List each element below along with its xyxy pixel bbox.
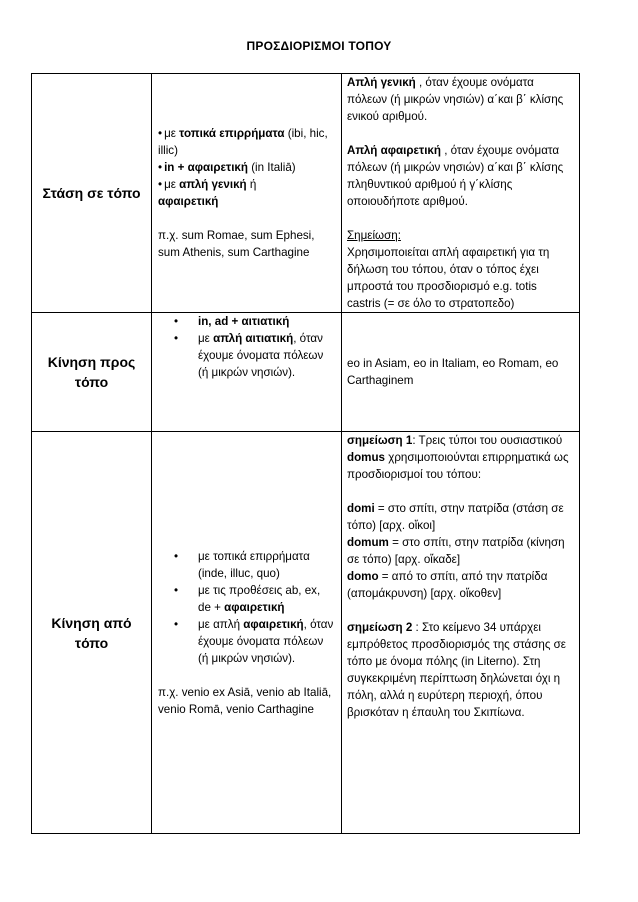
rules-list xyxy=(158,313,335,381)
example-text: eo in Asiam, eo in Italiam, eo Romam, eo Carthaginem xyxy=(347,357,559,387)
list-item: • in, ad + αιτιατική xyxy=(198,313,335,330)
row-header-apo: Κίνηση από τόπο xyxy=(32,432,152,834)
rules-list xyxy=(158,548,335,667)
notes-cell-apo xyxy=(342,432,580,834)
note-paragraph: Χρησιμοποιείται απλή αφαιρετική για τη δήλωση του τόπου, όταν ο τόπος έχει μπροστά του προσδιορισμό e.g. totis castris (= σε όλο το στρατοπεδο) xyxy=(347,246,550,310)
note-paragraph: Απλή γενική , όταν έχουμε ονόματα πόλεων (ή μικρών νησιών) α΄και β΄ κλίσης ενικού αριθμού. xyxy=(347,76,564,123)
examples-cell-pros xyxy=(342,313,580,432)
list-item: • με τοπικά επιρρήματα (ibi, hic, illic) xyxy=(158,125,335,159)
table-row xyxy=(32,74,580,313)
list-item: • με τοπικά επιρρήματα (inde, illuc, quo) xyxy=(198,548,335,582)
row-header-pros: Κίνηση προς τόπο xyxy=(32,313,152,432)
locations-table xyxy=(31,73,580,834)
list-item: • με απλή αιτιατική, όταν έχουμε όνοματα πόλεων (ή μικρών νησιών). xyxy=(198,330,335,381)
list-item: • με απλή αφαιρετική, όταν έχουμε όνοματα πόλεων (ή μικρών νησιών). xyxy=(198,616,335,667)
rules-cell-pros xyxy=(152,313,342,432)
note-paragraph: domum = στο σπίτι, στην πατρίδα (κίνηση σε τόπο) [αρχ. οἴκαδε] xyxy=(347,536,565,566)
row-header-stasi: Στάση σε τόπο xyxy=(32,74,152,313)
note-heading: Σημείωση: xyxy=(347,229,401,242)
example-text: π.χ. venio ex Asiā, venio ab Italiā, venio Romā, venio Carthagine xyxy=(158,685,332,716)
rules-cell-stasi xyxy=(152,74,342,313)
note-paragraph: domo = από το σπίτι, από την πατρίδα (απομάκρυνση) [αρχ. οἴκοθεν] xyxy=(347,570,548,600)
example-text: π.χ. sum Romae, sum Ephesi, sum Athenis, sum Carthagine xyxy=(158,229,315,259)
note-paragraph: σημείωση 1: Τρεις τύποι του ουσιαστικού domus χρησιμοποιούνται επιρρηματικά ως προσδιορισμοί του τόπου: xyxy=(347,434,569,481)
list-item: • με τις προθέσεις ab, ex, de + αφαιρετική xyxy=(198,582,335,616)
list-item: • in + αφαιρετική (in Italiā) xyxy=(158,159,335,176)
table-row xyxy=(32,432,580,834)
note-paragraph: domi = στο σπίτι, στην πατρίδα (στάση σε τόπο) [αρχ. οἴκοι] xyxy=(347,502,564,532)
notes-cell-stasi xyxy=(342,74,580,313)
rules-cell-apo xyxy=(152,432,342,834)
rules-list xyxy=(158,125,335,210)
page-title: ΠΡΟΣΔΙΟΡΙΣΜΟΙ ΤΟΠΟΥ xyxy=(246,39,392,53)
note-paragraph: σημείωση 2 : Στο κείμενο 34 υπάρχει εμπρόθετος προσδιορισμός της στάσης σε τόπο με όνομα πόλης (in Literno). Στη συγκεκριμένη περίπτωση δηλώνεται όχι η πόλη, αλλά η ευρύτερη περιοχή, όπου βρισκόταν η έπαυλη του Σκιπίωνα. xyxy=(347,621,566,719)
table-row xyxy=(32,313,580,432)
note-paragraph: Απλή αφαιρετική , όταν έχουμε ονόματα πόλεων (ή μικρών νησιών) α΄και β΄ κλίσης πληθυντικού αριθμού ή γ΄κλίσης οποιουδήποτε αριθμού. xyxy=(347,144,564,208)
list-item: • με απλή γενική ή αφαιρετική xyxy=(158,176,335,210)
